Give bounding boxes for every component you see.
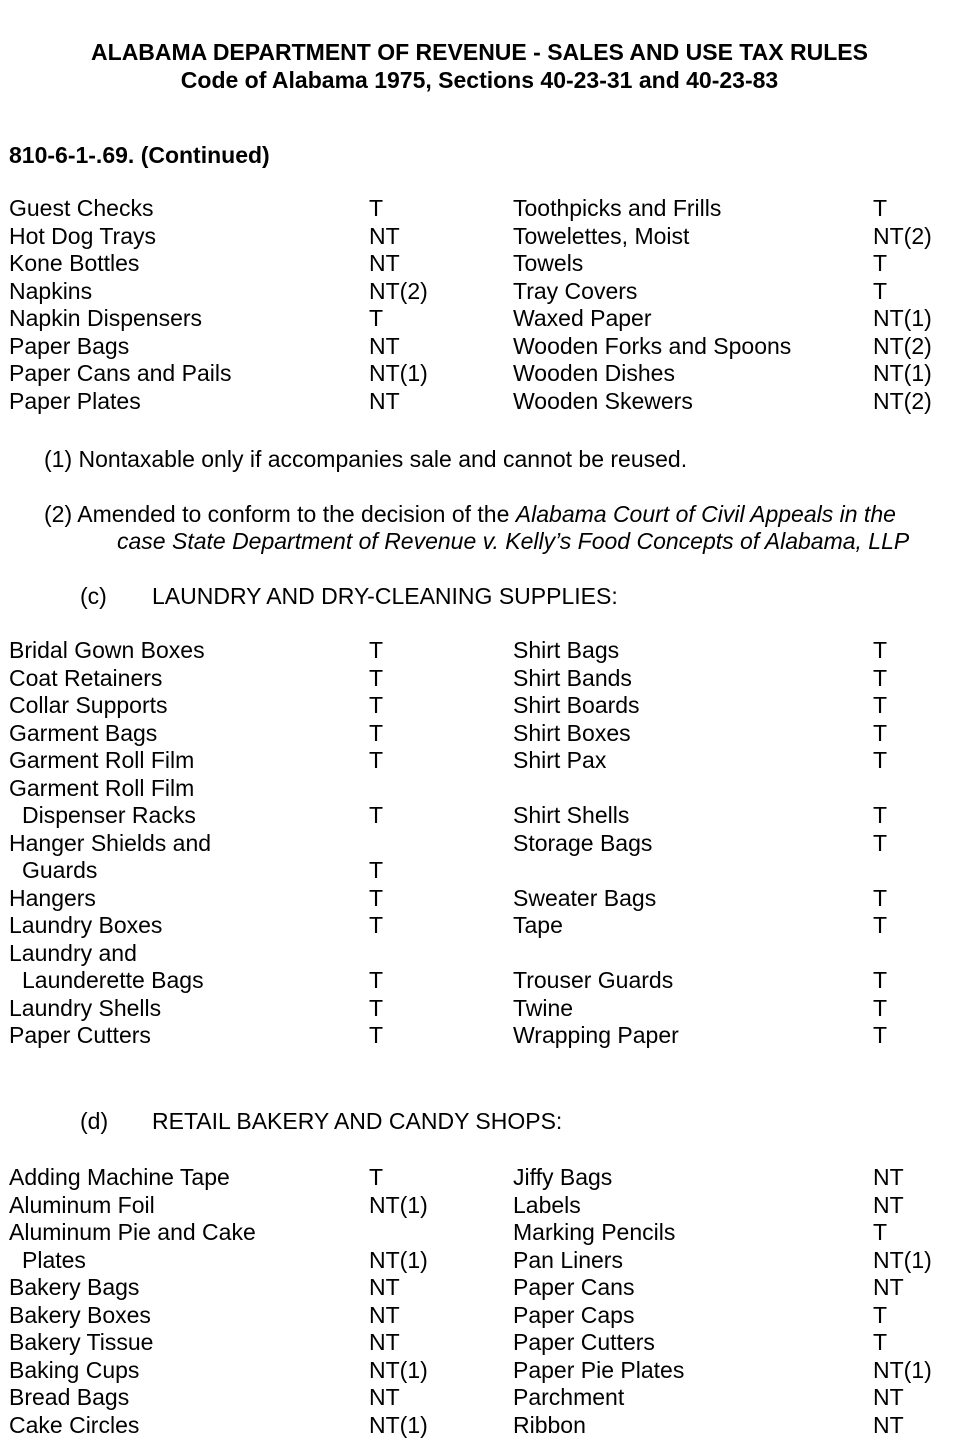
tax-status: T — [369, 912, 384, 938]
table-row — [0, 195, 959, 223]
tax-status: T — [873, 1219, 888, 1245]
item-name: Paper Caps — [513, 1301, 635, 1328]
tax-status: NT(2) — [873, 332, 932, 359]
item-name: Adding Machine Tape — [9, 1164, 230, 1190]
tax-status: T — [369, 664, 384, 691]
item-name: Coat Retainers — [9, 664, 163, 691]
item-name: Shirt Boards — [513, 692, 640, 718]
item-name: Paper Pie Plates — [513, 1356, 685, 1383]
rule-number: 810-6-1-.69. (Continued) — [9, 142, 270, 168]
item-name: Wooden Forks and Spoons — [513, 332, 792, 359]
item-name: Sweater Bags — [513, 884, 657, 911]
table-row — [0, 1412, 959, 1440]
item-name: Laundry and — [9, 939, 137, 966]
footnote-2-text: (2) Amended to conform to the decision of the — [44, 501, 516, 527]
tax-status: T — [369, 1164, 384, 1190]
item-name: Towelettes, Moist — [513, 222, 690, 249]
item-name: Labels — [513, 1191, 581, 1218]
tax-status: NT — [873, 1164, 904, 1190]
table-row — [0, 1219, 959, 1247]
tax-status: NT(1) — [873, 305, 932, 331]
item-name: Bread Bags — [9, 1384, 130, 1410]
tax-status: NT — [873, 1274, 904, 1300]
table-row — [0, 1329, 959, 1357]
tax-status: T — [369, 305, 384, 331]
footnote-2-case-name: case State Department of Revenue v. Kelly’s Food Concepts of Alabama, LLP — [117, 528, 910, 554]
item-name: Tape — [513, 912, 563, 938]
item-name: Ribbon — [513, 1411, 586, 1438]
footnote-2-continuation — [117, 528, 909, 556]
tax-status: NT — [873, 1191, 904, 1218]
tax-status: T — [369, 195, 384, 221]
table-row — [0, 223, 959, 251]
item-name: Shirt Pax — [513, 747, 607, 773]
table-row — [0, 940, 959, 968]
footnote-2 — [44, 501, 896, 529]
item-name: Storage Bags — [513, 829, 653, 856]
item-name: Paper Cutters — [513, 1329, 655, 1355]
item-name: Wooden Dishes — [513, 360, 675, 386]
tax-status: T — [873, 195, 888, 221]
tax-status: T — [369, 802, 384, 828]
tax-status: T — [873, 664, 888, 691]
tax-status: T — [873, 884, 888, 911]
tax-status: T — [873, 1301, 888, 1328]
item-name: Napkins — [9, 277, 93, 304]
table-row — [0, 1192, 959, 1220]
table-row — [0, 1357, 959, 1385]
document-header-code-reference: Code of Alabama 1975, Sections 40-23-31 and 40-23-83 — [180, 67, 779, 93]
item-name: Twine — [513, 994, 574, 1021]
tax-status: T — [369, 884, 384, 911]
food-supplies-table — [0, 195, 959, 415]
tax-status: NT — [369, 1384, 400, 1410]
item-name: Garment Bags — [9, 719, 158, 746]
table-row — [0, 333, 959, 361]
item-name: Bridal Gown Boxes — [9, 637, 205, 663]
table-row — [0, 637, 959, 665]
laundry-supplies-table — [0, 637, 959, 1050]
item-name: Trouser Guards — [513, 967, 674, 993]
item-name: Paper Plates — [9, 387, 141, 414]
tax-status: NT — [369, 387, 400, 414]
item-name: Hangers — [9, 884, 96, 911]
tax-status: T — [873, 967, 888, 993]
table-row — [0, 692, 959, 720]
table-row — [0, 995, 959, 1023]
tax-status: T — [369, 967, 384, 993]
item-name: Cake Circles — [9, 1411, 140, 1438]
document-header-title: ALABAMA DEPARTMENT OF REVENUE - SALES AND USE TAX RULES — [91, 39, 868, 65]
tax-status: T — [873, 277, 888, 304]
tax-status: T — [369, 719, 384, 746]
tax-status: NT(2) — [369, 277, 428, 304]
tax-status: NT(2) — [873, 387, 932, 414]
tax-status: NT(1) — [873, 360, 932, 386]
tax-status: NT — [873, 1384, 904, 1410]
item-name: Tray Covers — [513, 277, 638, 304]
tax-status: NT — [873, 1411, 904, 1438]
table-row — [0, 250, 959, 278]
tax-status: NT(1) — [369, 360, 428, 386]
item-name: Collar Supports — [9, 692, 168, 718]
item-name: Paper Bags — [9, 332, 130, 359]
table-row — [0, 305, 959, 333]
table-row — [0, 388, 959, 416]
table-row — [0, 1384, 959, 1412]
table-row — [0, 747, 959, 775]
section-d-title: RETAIL BAKERY AND CANDY SHOPS: — [152, 1108, 563, 1134]
table-row — [0, 1164, 959, 1192]
item-name: Paper Cans and Pails — [9, 360, 232, 386]
section-c-title: LAUNDRY AND DRY-CLEANING SUPPLIES: — [152, 583, 618, 609]
table-row — [0, 912, 959, 940]
item-name: Guards — [22, 857, 98, 883]
item-name: Garment Roll Film — [9, 747, 195, 773]
item-name: Parchment — [513, 1384, 625, 1410]
item-name: Shirt Boxes — [513, 719, 631, 746]
item-name: Shirt Bags — [513, 637, 620, 663]
item-name: Napkin Dispensers — [9, 305, 203, 331]
item-name: Shirt Bands — [513, 664, 632, 691]
table-row — [0, 278, 959, 306]
item-name: Bakery Boxes — [9, 1301, 151, 1328]
item-name: Paper Cutters — [9, 1022, 151, 1048]
bakery-supplies-table — [0, 1164, 959, 1439]
tax-status: NT(1) — [369, 1411, 428, 1438]
item-name: Garment Roll Film — [9, 774, 195, 801]
tax-status: T — [873, 747, 888, 773]
tax-status: T — [873, 802, 888, 828]
table-row — [0, 1247, 959, 1275]
tax-status: T — [873, 1022, 888, 1048]
table-row — [0, 967, 959, 995]
item-name: Paper Cans — [513, 1274, 635, 1300]
tax-status: NT(1) — [369, 1356, 428, 1383]
item-name: Aluminum Foil — [9, 1191, 155, 1218]
tax-status: T — [369, 692, 384, 718]
tax-status: NT — [369, 332, 400, 359]
tax-status: NT(1) — [873, 1356, 932, 1383]
item-name: Bakery Bags — [9, 1274, 140, 1300]
item-name: Jiffy Bags — [513, 1164, 613, 1190]
tax-status: NT(2) — [873, 222, 932, 249]
tax-status: T — [369, 747, 384, 773]
footnote-2-case-citation: Alabama Court of Civil Appeals in the — [515, 501, 896, 527]
tax-status: T — [873, 637, 888, 663]
tax-status: NT(1) — [369, 1191, 428, 1218]
table-row — [0, 360, 959, 388]
table-row — [0, 830, 959, 858]
table-row — [0, 665, 959, 693]
item-name: Baking Cups — [9, 1356, 140, 1383]
item-name: Pan Liners — [513, 1246, 623, 1273]
table-row — [0, 1274, 959, 1302]
tax-status: NT — [369, 1274, 400, 1300]
table-row — [0, 802, 959, 830]
item-name: Hanger Shields and — [9, 829, 212, 856]
table-row — [0, 1022, 959, 1050]
item-name: Dispenser Racks — [22, 802, 196, 828]
tax-status: T — [873, 719, 888, 746]
tax-status: T — [873, 829, 888, 856]
item-name: Laundry Boxes — [9, 912, 163, 938]
tax-status: T — [873, 912, 888, 938]
table-row — [0, 1302, 959, 1330]
table-row — [0, 885, 959, 913]
tax-status: T — [873, 994, 888, 1021]
item-name: Marking Pencils — [513, 1219, 676, 1245]
tax-status: T — [873, 1329, 888, 1355]
item-name: Towels — [513, 250, 584, 276]
tax-status: NT — [369, 250, 400, 276]
table-row — [0, 720, 959, 748]
item-name: Toothpicks and Frills — [513, 195, 722, 221]
table-row — [0, 857, 959, 885]
item-name: Guest Checks — [9, 195, 154, 221]
tax-status: NT(1) — [873, 1246, 932, 1273]
tax-status: NT(1) — [369, 1246, 428, 1273]
tax-status: T — [369, 1022, 384, 1048]
tax-status: NT — [369, 222, 400, 249]
tax-status: T — [369, 637, 384, 663]
item-name: Launderette Bags — [22, 967, 204, 993]
table-row — [0, 775, 959, 803]
item-name: Aluminum Pie and Cake — [9, 1219, 256, 1245]
item-name: Wooden Skewers — [513, 387, 693, 414]
item-name: Laundry Shells — [9, 994, 162, 1021]
item-name: Wrapping Paper — [513, 1022, 679, 1048]
item-name: Shirt Shells — [513, 802, 630, 828]
item-name: Waxed Paper — [513, 305, 652, 331]
section-d-letter: (d) — [80, 1108, 109, 1134]
section-c-letter: (c) — [80, 583, 107, 609]
tax-status: T — [369, 994, 384, 1021]
item-name: Bakery Tissue — [9, 1329, 154, 1355]
tax-status: T — [873, 692, 888, 718]
tax-status: T — [369, 857, 384, 883]
tax-status: NT — [369, 1329, 400, 1355]
tax-status: T — [873, 250, 888, 276]
item-name: Kone Bottles — [9, 250, 140, 276]
footnote-1: (1) Nontaxable only if accompanies sale and cannot be reused. — [44, 446, 688, 472]
item-name: Hot Dog Trays — [9, 222, 156, 249]
tax-status: NT — [369, 1301, 400, 1328]
item-name: Plates — [22, 1246, 86, 1273]
